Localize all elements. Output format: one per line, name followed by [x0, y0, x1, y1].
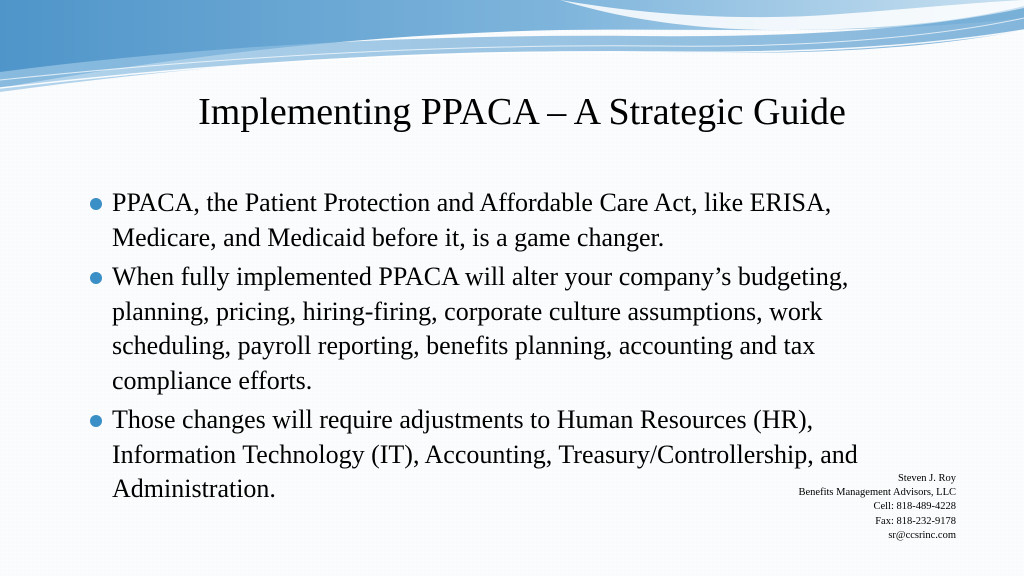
bullet-text: When fully implemented PPACA will alter your company’s budgeting, planning, pricing, hiring-firing, corporate culture assumptions, work scheduling, payroll reporting, benefits planning, accounting and tax compliance efforts. — [112, 262, 849, 395]
contact-fax: Fax: 818-232-9178 — [875, 515, 956, 527]
bullet-item — [90, 403, 920, 507]
bullet-dot-icon — [90, 415, 102, 427]
contact-email: sr@ccsrinc.com — [888, 529, 956, 541]
slide-title: Implementing PPACA – A Strategic Guide — [198, 91, 846, 133]
bullet-dot-icon — [90, 272, 102, 284]
bullet-list — [90, 186, 920, 512]
contact-info — [799, 472, 956, 543]
bullet-text: PPACA, the Patient Protection and Affordable Care Act, like ERISA, Medicare, and Medicaid before it, is a game changer. — [112, 188, 832, 252]
bullet-text: Those changes will require adjustments to Human Resources (HR), Information Technology (IT), Accounting, Treasury/Controllership, and Administration. — [112, 405, 858, 503]
contact-name: Steven J. Roy — [897, 473, 956, 484]
contact-cell: Cell: 818-489-4228 — [873, 501, 956, 513]
bullet-dot-icon — [90, 198, 102, 210]
bullet-item — [90, 260, 920, 398]
bullet-item — [90, 186, 920, 255]
contact-company: Benefits Management Advisors, LLC — [798, 487, 956, 499]
header-wave-decoration — [0, 0, 1024, 100]
